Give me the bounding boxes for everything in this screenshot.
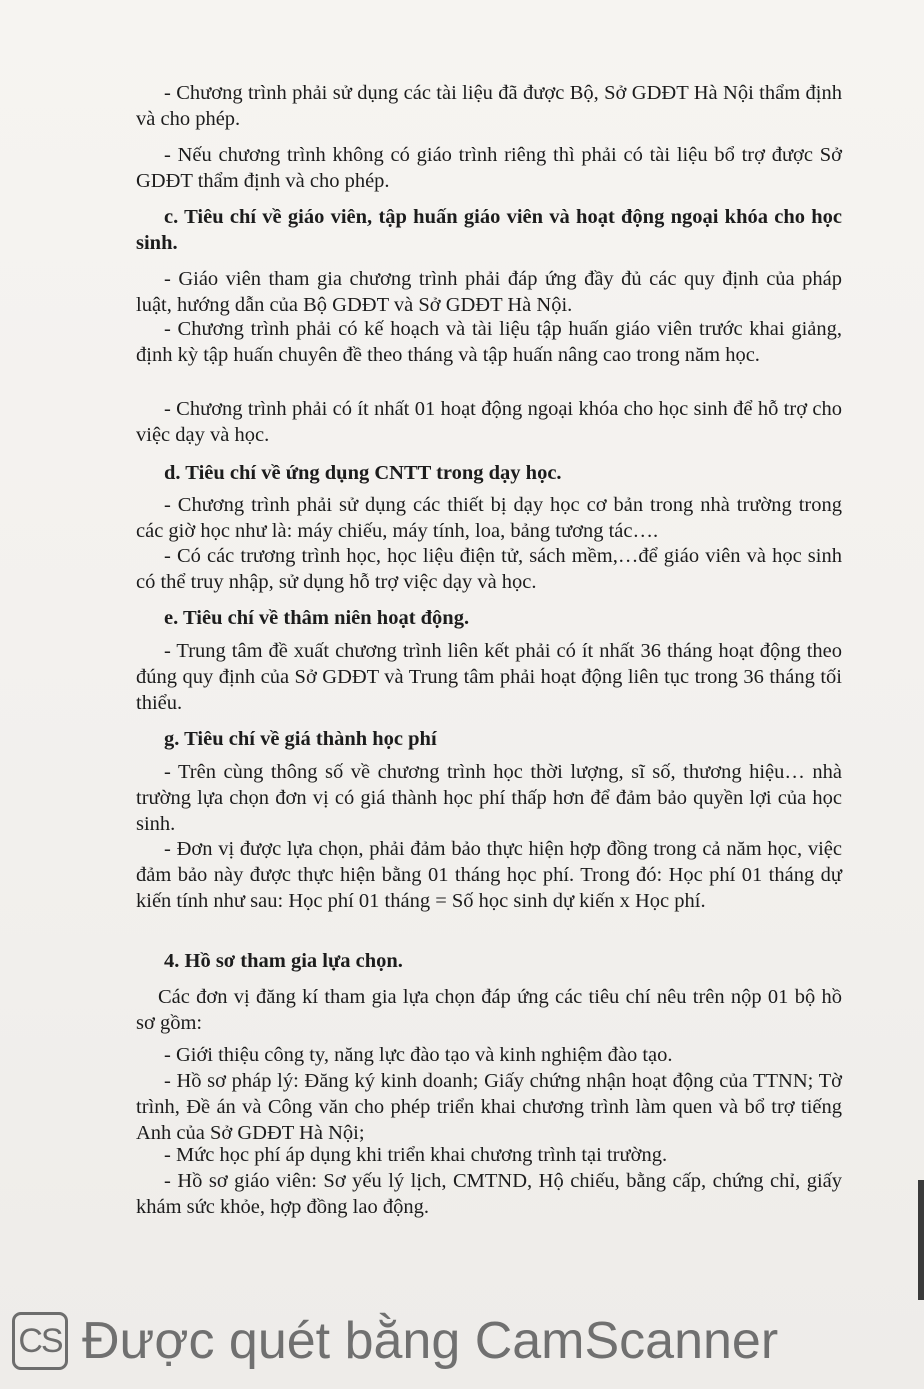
section-heading-e: e. Tiêu chí về thâm niên hoạt động.	[164, 607, 470, 629]
camscanner-watermark	[12, 1306, 912, 1376]
paragraph: - Nếu chương trình không có giáo trình riêng thì phải có tài liệu bổ trợ được Sở GDĐT thẩm định và cho phép.	[136, 144, 842, 192]
list-item: - Mức học phí áp dụng khi triển khai chương trình tại trường.	[164, 1144, 668, 1166]
list-item: - Hồ sơ pháp lý: Đăng ký kinh doanh; Giấy chứng nhận hoạt động của TTNN; Tờ trình, Đề án và Công văn cho phép triển khai chương trình làm quen và bổ trợ tiếng Anh của Sở GDĐT Hà Nội;	[136, 1070, 842, 1144]
paragraph: - Đơn vị được lựa chọn, phải đảm bảo thực hiện hợp đồng trong cả năm học, việc đảm bảo này được thực hiện bằng 01 tháng học phí. Trong đó: Học phí 01 tháng dự kiến tính như sau: Học phí 01 tháng = Số học sinh dự kiến x Học phí.	[136, 838, 842, 912]
list-item: - Hồ sơ giáo viên: Sơ yếu lý lịch, CMTND, Hộ chiếu, bằng cấp, chứng chỉ, giấy khám sức khỏe, hợp đồng lao động.	[136, 1170, 842, 1218]
page-edge-shadow	[918, 1180, 924, 1300]
paragraph: - Chương trình phải sử dụng các tài liệu đã được Bộ, Sở GDĐT Hà Nội thẩm định và cho phép.	[136, 82, 842, 130]
section-heading-c: c. Tiêu chí về giáo viên, tập huấn giáo viên và hoạt động ngoại khóa cho học sinh.	[136, 206, 842, 254]
section-heading-d: d. Tiêu chí về ứng dụng CNTT trong dạy học.	[164, 462, 562, 484]
paragraph: - Giáo viên tham gia chương trình phải đáp ứng đầy đủ các quy định của pháp luật, hướng dẫn của Bộ GDĐT và Sở GDĐT Hà Nội.	[136, 268, 842, 316]
list-item: - Giới thiệu công ty, năng lực đào tạo và kinh nghiệm đào tạo.	[164, 1044, 673, 1066]
paragraph: - Chương trình phải có kế hoạch và tài liệu tập huấn giáo viên trước khai giảng, định kỳ tập huấn chuyên đề theo tháng và tập huấn nâng cao trong năm học.	[136, 318, 842, 366]
paragraph: - Có các trương trình học, học liệu điện tử, sách mềm,…để giáo viên và học sinh có thể truy nhập, sử dụng hỗ trợ việc dạy và học.	[136, 545, 842, 593]
paragraph: - Chương trình phải có ít nhất 01 hoạt động ngoại khóa cho học sinh để hỗ trợ cho việc dạy và học.	[136, 398, 842, 446]
section-heading-g: g. Tiêu chí về giá thành học phí	[164, 728, 437, 750]
paragraph: - Chương trình phải sử dụng các thiết bị dạy học cơ bản trong nhà trường trong các giờ học như là: máy chiếu, máy tính, loa, bảng tương tác….	[136, 494, 842, 542]
paragraph: Các đơn vị đăng kí tham gia lựa chọn đáp ứng các tiêu chí nêu trên nộp 01 bộ hồ sơ gồm:	[136, 986, 842, 1034]
watermark-text: Được quét bằng CamScanner	[82, 1312, 779, 1370]
section-heading-4: 4. Hồ sơ tham gia lựa chọn.	[164, 950, 403, 972]
paragraph: - Trung tâm đề xuất chương trình liên kết phải có ít nhất 36 tháng hoạt động theo đúng quy định của Sở GDĐT và Trung tâm phải hoạt động liên tục trong 36 tháng tối thiểu.	[136, 640, 842, 714]
paragraph: - Trên cùng thông số về chương trình học thời lượng, sĩ số, thương hiệu… nhà trường lựa chọn đơn vị có giá thành học phí thấp hơn để đảm bảo quyền lợi của học sinh.	[136, 761, 842, 835]
camscanner-logo-icon: CS	[12, 1312, 68, 1370]
